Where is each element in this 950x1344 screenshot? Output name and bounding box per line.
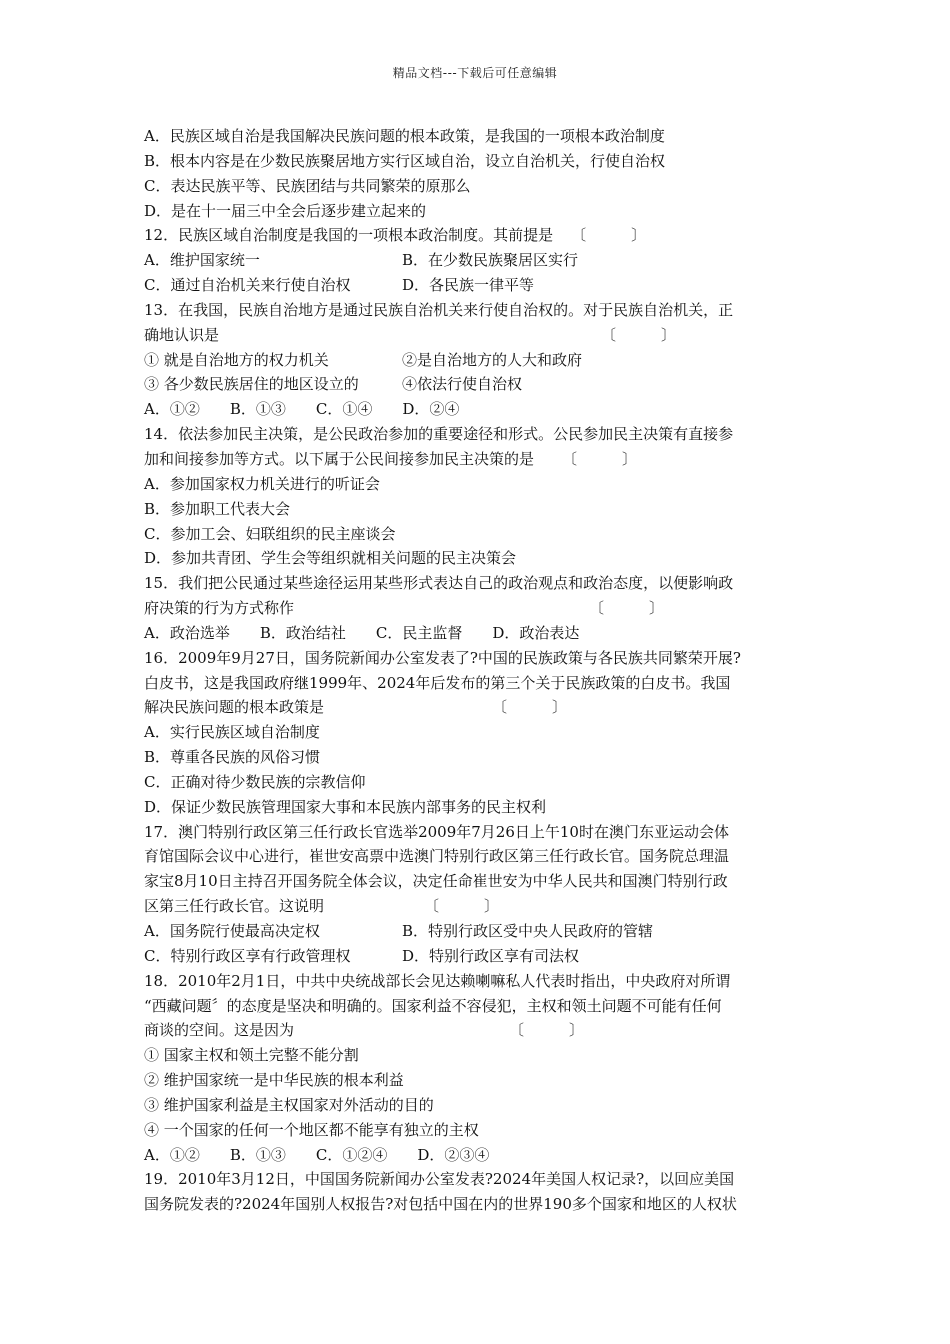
q16-option-d: D．保证少数民族管理国家大事和本民族内部事务的民主权利 bbox=[144, 797, 547, 816]
q18-answer-options: A．①② B．①③ C．①②④ D．②③④ bbox=[144, 1145, 490, 1164]
q19-stem-line2: 国务院发表的?2024年国别人权报告?对包括中国在内的世界190多个国家和地区的人权状 bbox=[144, 1195, 737, 1214]
q13-statement-3: ③ 各少数民族居住的地区设立的 bbox=[144, 375, 359, 394]
q14-stem-line2 bbox=[144, 447, 808, 472]
q13-text: 确地认识是 bbox=[144, 325, 220, 344]
q17-text: 区第三任行政长官。这说明 bbox=[144, 897, 325, 916]
document-body bbox=[144, 124, 808, 1217]
q14-option-c: C．参加工会、妇联组织的民主座谈会 bbox=[144, 524, 396, 543]
q14-option-b: B．参加职工代表大会 bbox=[144, 499, 291, 518]
q13-stem-line2 bbox=[144, 323, 808, 348]
q17-stem-line4 bbox=[144, 894, 808, 919]
q15-stem-line1: 15．我们把公民通过某些途径运用某些形式表达自己的政治观点和政治态度，以便影响政 bbox=[144, 574, 734, 593]
q13-statement-1: ① 就是自治地方的权力机关 bbox=[144, 350, 329, 369]
q17-option-a: A．国务院行使最高决定权 bbox=[144, 922, 320, 940]
q13-stem-line1: 13．在我国，民族自治地方是通过民族自治机关来行使自治权的。对于民族自治机关，正 bbox=[144, 300, 734, 319]
answer-blank: 〔 〕 bbox=[589, 599, 665, 618]
answer-blank: 〔 〕 bbox=[509, 1021, 585, 1040]
q17-option-b: B．特别行政区受中央人民政府的管辖 bbox=[402, 922, 654, 940]
q17-options-row2 bbox=[144, 944, 808, 969]
q18-text: 商谈的空间。这是因为 bbox=[144, 1021, 295, 1040]
q15-answer-options: A．政治选举 B．政治结社 C．民主监督 D．政治表达 bbox=[144, 623, 580, 642]
q14-option-a: A．参加国家权力机关进行的听证会 bbox=[144, 474, 380, 493]
q17-option-d: D．特别行政区享有司法权 bbox=[402, 946, 580, 965]
answer-blank: 〔 〕 bbox=[562, 449, 638, 468]
q15-text: 府决策的行为方式称作 bbox=[144, 599, 295, 618]
q11-option-c: C．表达民族平等、民族团结与共同繁荣的原那么 bbox=[144, 176, 471, 195]
q16-option-a: A．实行民族区域自治制度 bbox=[144, 723, 320, 742]
q12-options-row1 bbox=[144, 248, 808, 273]
q16-stem-line3 bbox=[144, 695, 808, 720]
q16-option-c: C．正确对待少数民族的宗教信仰 bbox=[144, 772, 366, 791]
q17-option-c: C．特别行政区享有行政管理权 bbox=[144, 946, 351, 965]
q14-option-d: D．参加共青团、学生会等组织就相关问题的民主决策会 bbox=[144, 549, 517, 568]
q12-text: 12．民族区域自治制度是我国的一项根本政治制度。其前提是 bbox=[144, 226, 554, 245]
q13-statement-2: ②是自治地方的人大和政府 bbox=[402, 350, 583, 369]
q12-option-b: B．在少数民族聚居区实行 bbox=[402, 251, 579, 270]
q12-options-row2 bbox=[144, 273, 808, 298]
q14-text: 加和间接参加等方式。以下属于公民间接参加民主决策的是 bbox=[144, 449, 535, 468]
q17-stem-line1: 17．澳门特别行政区第三任行政长官选举2009年7月26日上午10时在澳门东亚运动会体 bbox=[144, 822, 729, 841]
q18-statement-3: ③ 维护国家利益是主权国家对外活动的目的 bbox=[144, 1095, 434, 1114]
answer-blank: 〔 〕 bbox=[571, 226, 647, 245]
q16-stem-line2: 白皮书，这是我国政府继1999年、2024年后发布的第三个关于民族政策的白皮书。我国 bbox=[144, 673, 731, 692]
q18-stem-line3 bbox=[144, 1018, 808, 1043]
q12-option-d: D．各民族一律平等 bbox=[402, 276, 535, 295]
q15-stem-line2 bbox=[144, 596, 808, 621]
answer-blank: 〔 〕 bbox=[601, 325, 677, 344]
q14-stem-line1: 14．依法参加民主决策，是公民政治参加的重要途径和形式。公民参加民主决策有直接参 bbox=[144, 425, 734, 444]
q16-text: 解决民族问题的根本政策是 bbox=[144, 698, 325, 717]
q11-option-a: A．民族区域自治是我国解决民族问题的根本政策，是我国的一项根本政治制度 bbox=[144, 127, 665, 145]
q16-option-b: B．尊重各民族的风俗习惯 bbox=[144, 748, 321, 767]
q13-statements-row2 bbox=[144, 372, 808, 397]
q16-stem-line1: 16．2009年9月27日，国务院新闻办公室发表了?中国的民族政策与各民族共同繁荣开展? bbox=[144, 648, 741, 667]
q13-answer-options: A．①② B．①③ C．①④ D．②④ bbox=[144, 400, 460, 419]
q13-statements-row1 bbox=[144, 348, 808, 373]
q18-stem-line2: “西藏问题〞的态度是坚决和明确的。国家利益不容侵犯，主权和领土问题不可能有任何 bbox=[144, 996, 722, 1015]
q13-statement-4: ④依法行使自治权 bbox=[402, 375, 523, 394]
q12-option-c: C．通过自治机关来行使自治权 bbox=[144, 276, 351, 295]
q17-stem-line3: 家宝8月10日主持召开国务院全体会议，决定任命崔世安为中华人民共和国澳门特别行政 bbox=[144, 872, 728, 891]
q18-statement-2: ② 维护国家统一是中华民族的根本利益 bbox=[144, 1071, 404, 1090]
q19-stem-line1: 19．2010年3月12日，中国国务院新闻办公室发表?2024年美国人权记录?，以回应美国 bbox=[144, 1170, 735, 1189]
q17-options-row1 bbox=[144, 919, 808, 944]
q12-stem bbox=[144, 223, 808, 248]
q18-statement-4: ④ 一个国家的任何一个地区都不能享有独立的主权 bbox=[144, 1120, 479, 1139]
q11-option-b: B．根本内容是在少数民族聚居地方实行区域自治，设立自治机关，行使自治权 bbox=[144, 151, 666, 170]
q18-stem-line1: 18．2010年2月1日，中共中央统战部长会见达赖喇嘛私人代表时指出，中央政府对所谓 bbox=[144, 971, 731, 990]
answer-blank: 〔 〕 bbox=[424, 897, 500, 916]
page-header: 精品文档---下载后可任意编辑 bbox=[392, 66, 558, 80]
q12-option-a: A．维护国家统一 bbox=[144, 251, 260, 270]
q11-option-d: D．是在十一届三中全会后逐步建立起来的 bbox=[144, 201, 427, 220]
answer-blank: 〔 〕 bbox=[492, 698, 568, 717]
q17-stem-line2: 育馆国际会议中心进行，崔世安高票中选澳门特别行政区第三任行政长官。国务院总理温 bbox=[144, 847, 730, 866]
q18-statement-1: ① 国家主权和领土完整不能分割 bbox=[144, 1046, 359, 1065]
